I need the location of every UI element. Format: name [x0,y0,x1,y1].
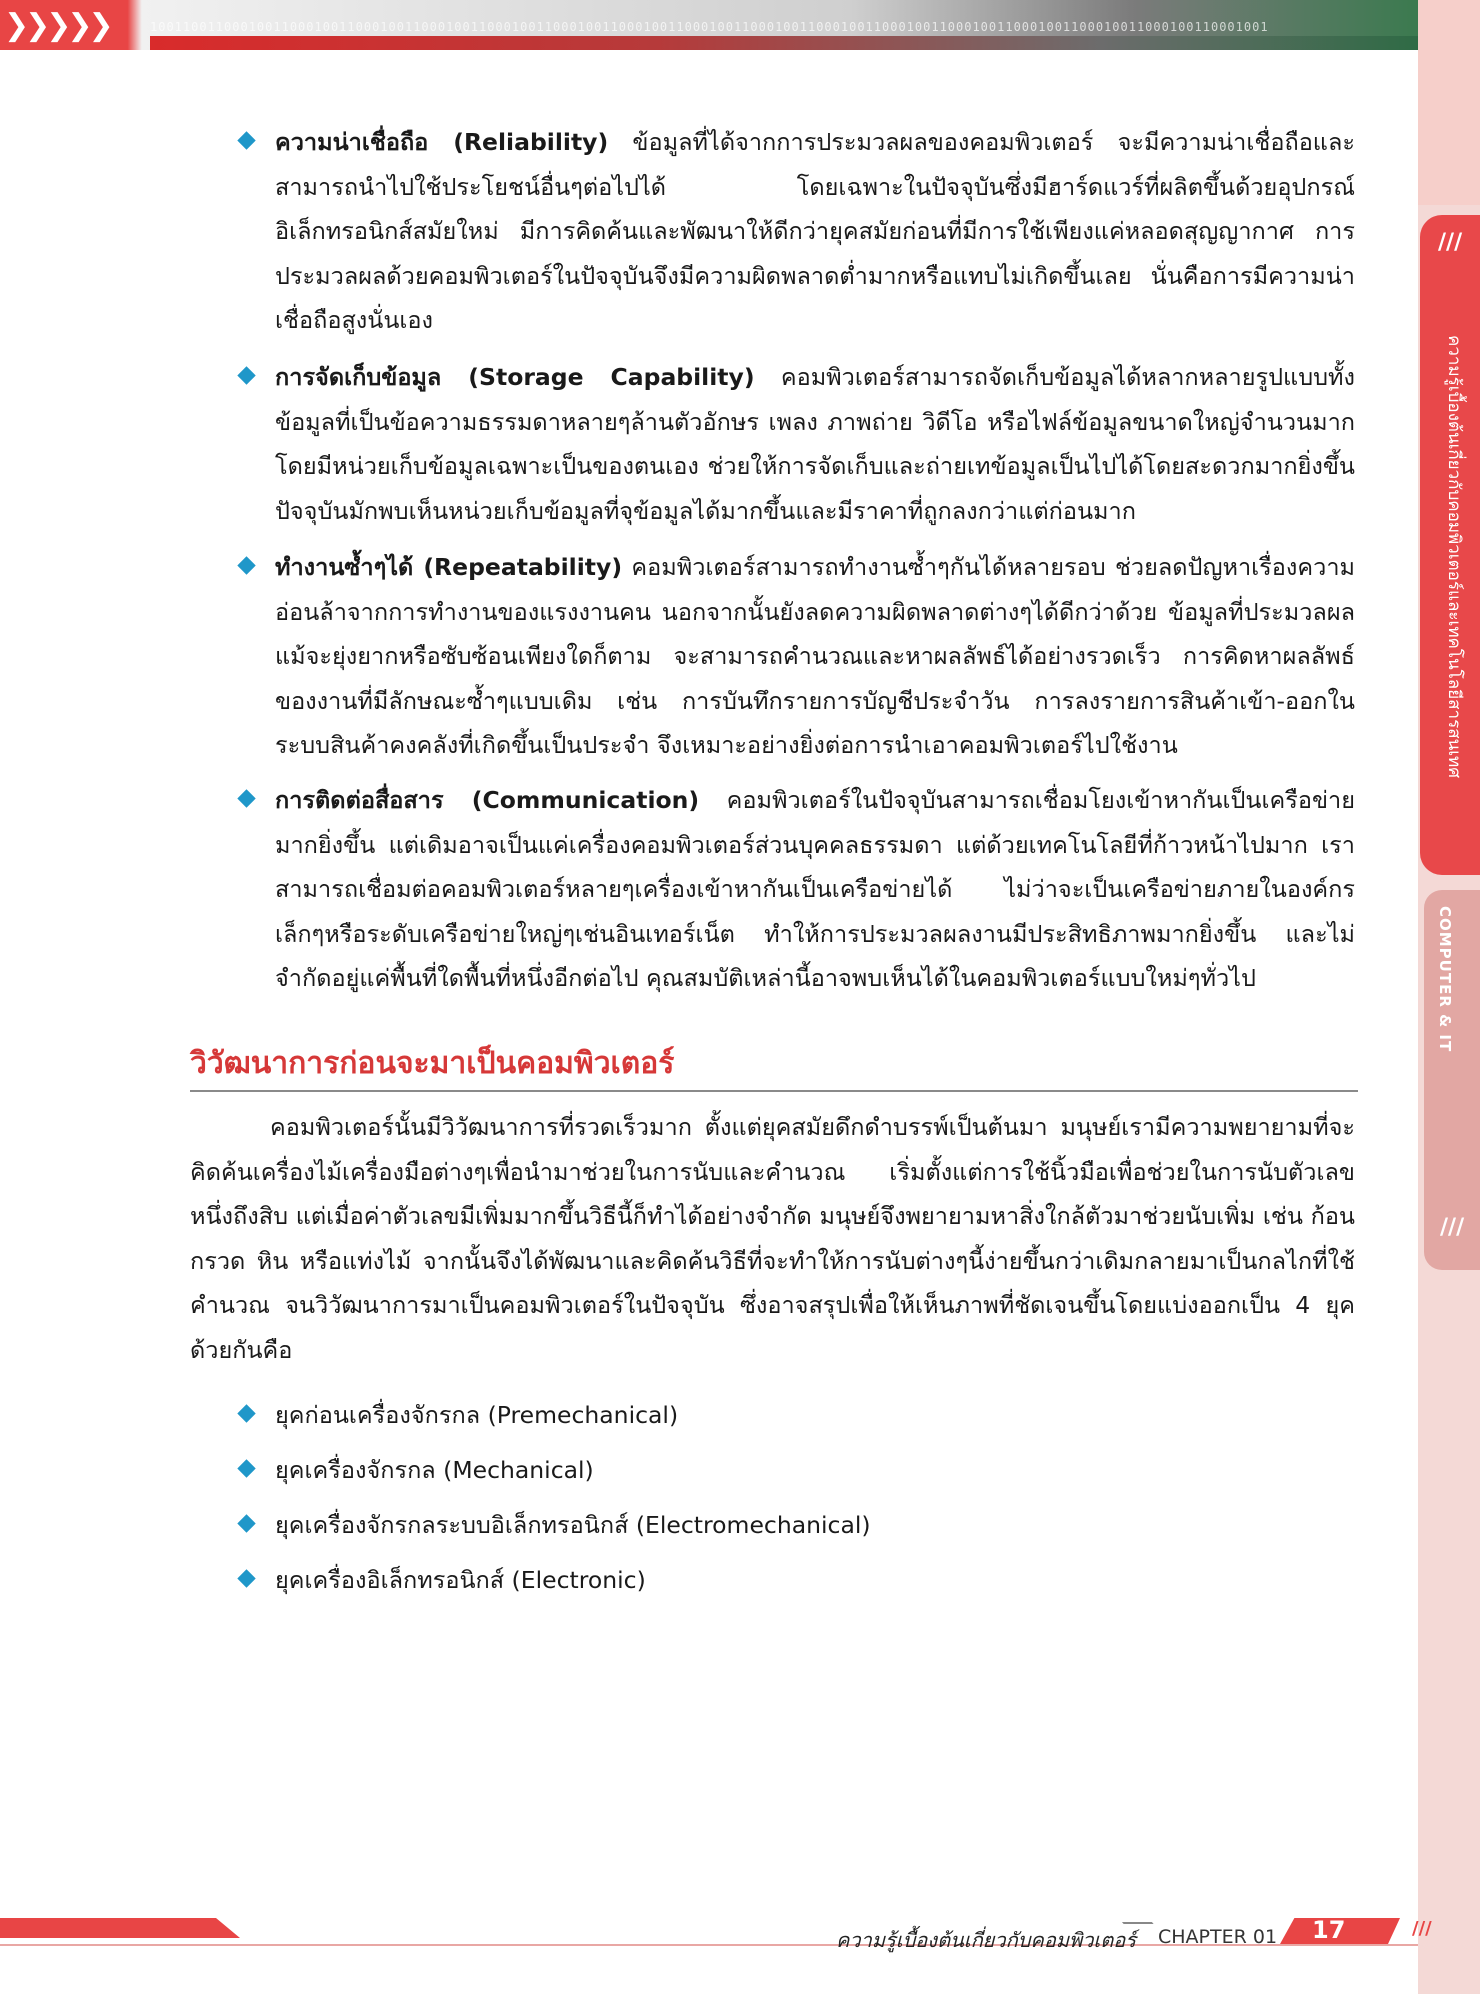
diamond-bullet-icon [237,1514,255,1532]
diamond-bullet-icon [237,556,255,574]
diamond-bullet-icon [237,1404,255,1422]
bullet-text [275,778,1355,1001]
side-subject-label: COMPUTER & IT [1436,906,1454,1053]
slash-marks-icon: /// [1412,1918,1432,1939]
top-banner [0,0,1418,50]
diamond-bullet-icon [237,1569,255,1587]
footer-chapter-label: CHAPTER 01 [1158,1926,1278,1948]
slash-marks-icon: /// [1440,1215,1465,1240]
bullet-text [275,120,1355,343]
bullet-body: ข้อมูลที่ได้จากการประมวลผลของคอมพิวเตอร์ จะมีความน่าเชื่อถือและสามารถนำไปใช้ประโยชน์อื่นๆต่อไปได้ โดยเฉพาะในปัจจุบันซึ่งมีฮาร์ดแวร์ที่ผลิตขึ้นด้วยอุปกรณ์อิเล็กทรอนิกส์สมัยใหม่ มีการคิดค้นและพัฒนาให้ดีกว่ายุคสมัยก่อนที่มีการใช้เพียงแค่หลอดสุญญากาศ การประมวลผลด้วยคอมพิวเตอร์ในปัจจุบันจึงมีความผิดพลาดต่ำมากหรือแทบไม่เกิดขึ้นเลย นั่นคือการมีความน่าเชื่อถือสูงนั่นเอง [275,128,1355,334]
bullet-term: การติดต่อสื่อสาร (Communication) [275,786,700,814]
bullet-body: คอมพิวเตอร์สามารถทำงานซ้ำๆกันได้หลายรอบ ช่วยลดปัญหาเรื่องความอ่อนล้าจากการทำงานของแรงงานคน นอกจากนั้นยังลดความผิดพลาดต่างๆได้ดีกว่าด้วย ข้อมูลที่ประมวลผลแม้จะยุ่งยากหรือซับซ้อนเพียงใดก็ตาม จะสามารถคำนวณและหาผลลัพธ์ได้อย่างรวดเร็ว การคิดหาผลลัพธ์ของงานที่มีลักษณะซ้ำๆแบบเดิม เช่น การบันทึกรายการบัญชีประจำวัน การลงรายการสินค้าเข้า-ออกในระบบสินค้าคงคลังที่เกิดขึ้นเป็นประจำ จึงเหมาะอย่างยิ่งต่อการนำเอาคอมพิวเตอร์ไปใช้งาน [275,553,1355,759]
property-bullet-repeatability [192,545,1355,768]
property-bullet-storage [192,355,1355,533]
banner-color-bar [150,36,1418,50]
diamond-bullet-icon [237,1459,255,1477]
bullet-body: คอมพิวเตอร์ในปัจจุบันสามารถเชื่อมโยงเข้าหากันเป็นเครือข่ายมากยิ่งขึ้น แต่เดิมอาจเป็นแค่เครื่องคอมพิวเตอร์ส่วนบุคคลธรรมดา แต่ด้วยเทคโนโลยีที่ก้าวหน้าไปมาก เราสามารถเชื่อมต่อคอมพิวเตอร์หลายๆเครื่องเข้าหากันเป็นเครือข่ายได้ ไม่ว่าจะเป็นเครือข่ายภายในองค์กรเล็กๆหรือระดับเครือข่ายใหญ่ๆเช่นอินเทอร์เน็ต ทำให้การประมวลผลงานมีประสิทธิภาพมากยิ่งขึ้น และไม่จำกัดอยู่แค่พื้นที่ใดพื้นที่หนึ่งอีกต่อไป คุณสมบัติเหล่านี้อาจพบเห็นได้ในคอมพิวเตอร์แบบใหม่ๆทั่วไป [275,786,1355,992]
binary-pattern-decoration: 1001100110001001100010011000100110001001100010011000100110001001100010011000100110001001100010011000100110001001100010011000100110001001 [150,20,1269,34]
bullet-term: ทำงานซ้ำๆได้ (Repeatability) [275,553,623,581]
era-list-item [192,1393,678,1437]
side-tab [1418,0,1480,1994]
section-divider [190,1090,1358,1092]
bullet-text [275,545,1355,768]
property-bullet-reliability [192,120,1355,343]
diamond-bullet-icon [237,789,255,807]
diamond-bullet-icon [237,366,255,384]
bullet-body: คอมพิวเตอร์สามารถจัดเก็บข้อมูลได้หลากหลายรูปแบบทั้งข้อมูลที่เป็นข้อความธรรมดาหลายๆล้านตัวอักษร เพลง ภาพถ่าย วิดีโอ หรือไฟล์ข้อมูลขนาดใหญ่จำนวนมาก โดยมีหน่วยเก็บข้อมูลเฉพาะเป็นของตนเอง ช่วยให้การจัดเก็บและถ่ายเทข้อมูลเป็นไปได้โดยสะดวกมากยิ่งขึ้น ปัจจุบันมักพบเห็นหน่วยเก็บข้อมูลที่จุข้อมูลได้มากขึ้นและมีราคาที่ถูกลงกว่าแต่ก่อนมาก [275,363,1355,525]
era-list-item [192,1558,646,1602]
bullet-term: การจัดเก็บข้อมูล (Storage Capability) [275,363,755,391]
side-tab-top-strip [1418,0,1480,205]
section-heading: วิวัฒนาการก่อนจะมาเป็นคอมพิวเตอร์ [190,1046,675,1081]
era-label: ยุคก่อนเครื่องจักรกล (Premechanical) [275,1401,679,1429]
diamond-bullet-icon [237,131,255,149]
page-number: 17 [1312,1916,1346,1944]
era-list-item [192,1503,871,1547]
section-paragraph: คอมพิวเตอร์นั้นมีวิวัฒนาการที่รวดเร็วมาก ตั้งแต่ยุคสมัยดึกดำบรรพ์เป็นต้นมา มนุษย์เรามีความพยายามที่จะคิดค้นเครื่องไม้เครื่องมือต่างๆเพื่อนำมาช่วยในการนับและคำนวณ เริ่มตั้งแต่การใช้นิ้วมือเพื่อช่วยในการนับตัวเลขหนึ่งถึงสิบ แต่เมื่อค่าตัวเลขมีเพิ่มมากขึ้นวิธีนี้ก็ทำได้อย่างจำกัด มนุษย์จึงพยายามหาสิ่งใกล้ตัวมาช่วยนับเพิ่ม เช่น ก้อนกรวด หิน หรือแท่งไม้ จากนั้นจึงได้พัฒนาและคิดค้นวิธีที่จะทำให้การนับต่างๆนี้ง่ายขึ้นกว่าเดิมกลายมาเป็นกลไกที่ใช้คำนวณ จนวิวัฒนาการมาเป็นคอมพิวเตอร์ในปัจจุบัน ซึ่งอาจสรุปเพื่อให้เห็นภาพที่ชัดเจนขึ้นโดยแบ่งออกเป็น 4 ยุคด้วยกันคือ [190,1113,1355,1364]
side-chapter-title: ความรู้เบื้องต้นเกี่ยวกับคอมพิวเตอร์และเทคโนโลยีสารสนเทศ [1444,335,1464,779]
bullet-text [275,355,1355,533]
page-footer [0,1916,1432,1994]
bullet-term: ความน่าเชื่อถือ (Reliability) [275,128,609,156]
property-bullet-communication [192,778,1355,1001]
footer-book-title: ความรู้เบื้องต้นเกี่ยวกับคอมพิวเตอร์ [836,1928,1136,1952]
footer-red-bar [0,1918,240,1938]
slash-marks-icon: /// [1438,230,1463,255]
era-label: ยุคเครื่องจักรกลระบบอิเล็กทรอนิกส์ (Electromechanical) [275,1511,871,1539]
chevron-decoration-icon: ❯❯❯❯❯ [4,8,110,43]
era-list-item [192,1448,594,1492]
era-label: ยุคเครื่องอิเล็กทรอนิกส์ (Electronic) [275,1566,646,1594]
era-label: ยุคเครื่องจักรกล (Mechanical) [275,1456,594,1484]
